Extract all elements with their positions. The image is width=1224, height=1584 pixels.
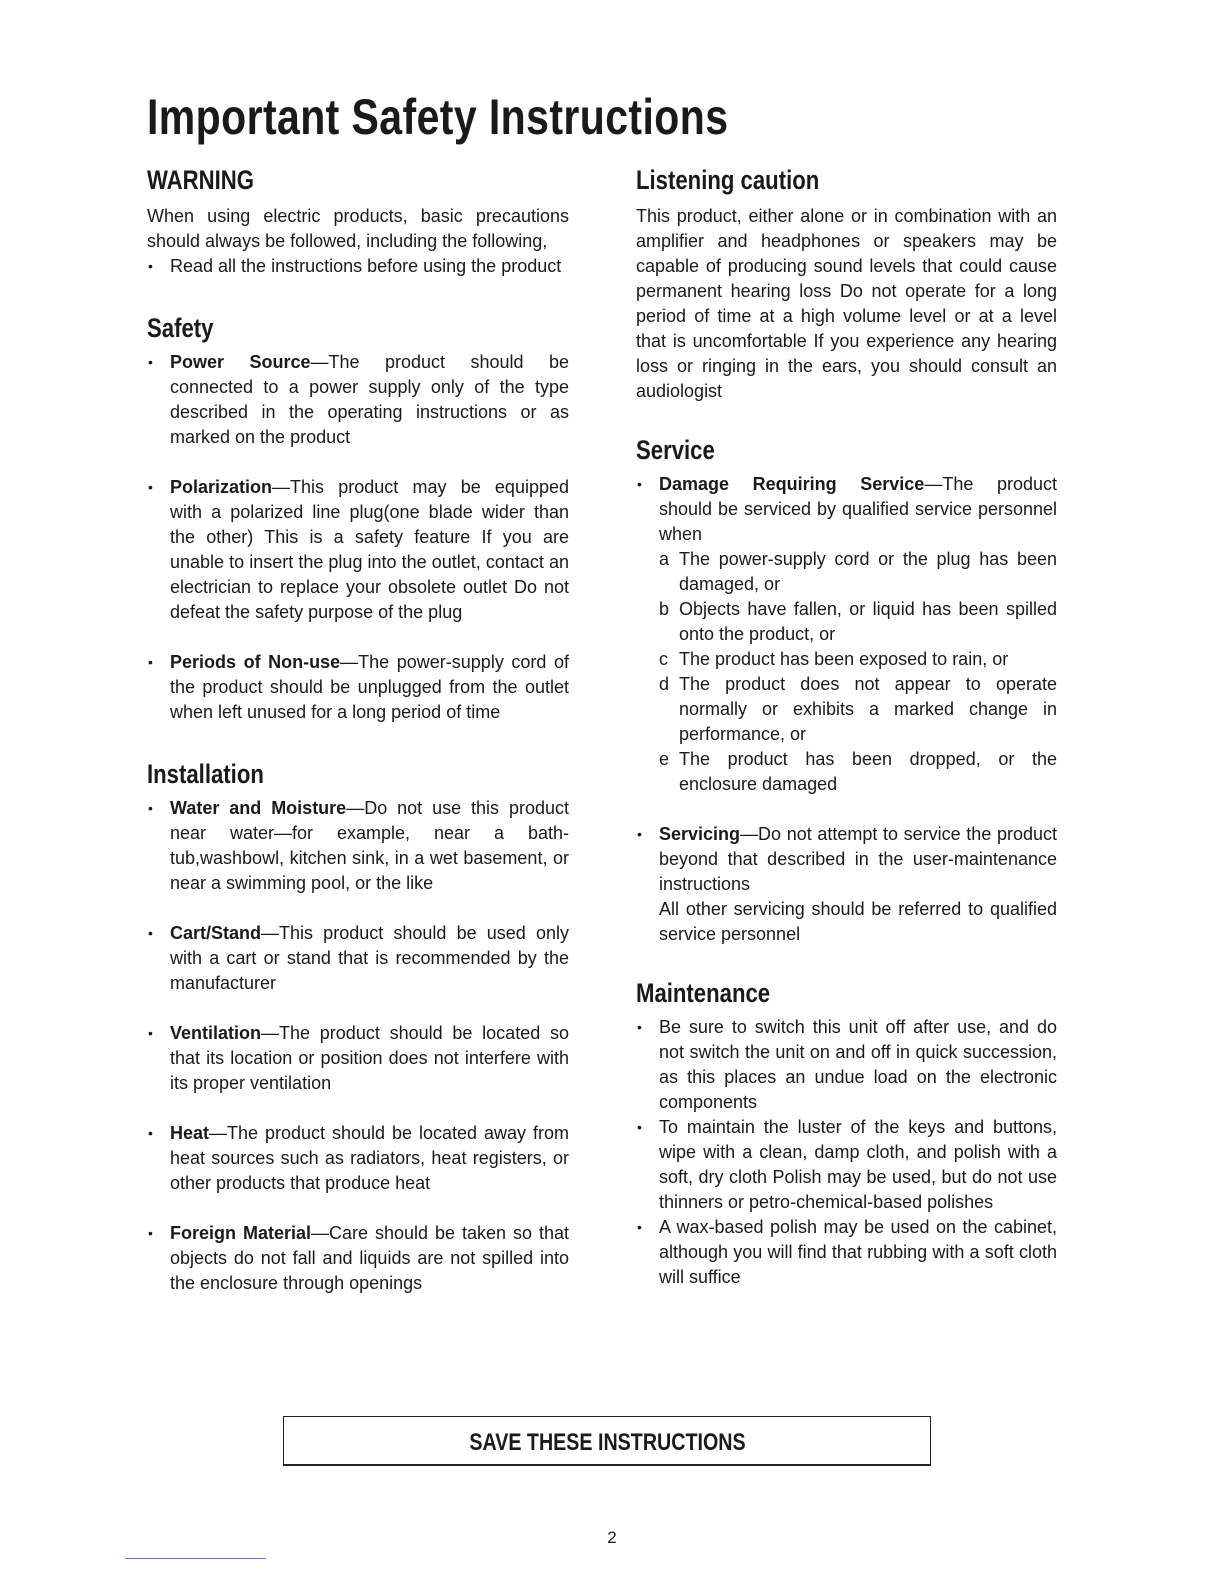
- item-text: —This product may be equipped with a polarized line plug(one blade wider than the other) This is a safety feature If you are unable to insert the plug into the outlet, contact an electrician to replace your obsolete outlet Do not defeat the safety purpose of the plug: [170, 477, 569, 622]
- servicing-extra: All other servicing should be referred to qualified service personnel: [659, 899, 1057, 944]
- subitem-letter: d: [659, 674, 670, 694]
- warning-bullet: • Read all the instructions before using the product: [147, 254, 569, 279]
- item-text: —The product should be located away from heat sources such as radiators, heat registers, or other products that produce heat: [170, 1123, 569, 1193]
- damage-sublist: [659, 547, 1057, 797]
- item-text: —Do not attempt to service the product beyond that described in the user-maintenance instructions: [659, 824, 1057, 894]
- page-title: Important Safety Instructions: [147, 89, 729, 145]
- safety-item-power-source: [147, 350, 569, 450]
- safety-heading: Safety: [147, 313, 214, 343]
- warning-list: [147, 254, 569, 279]
- installation-item-ventilation: [147, 1021, 569, 1096]
- damage-subitem: [659, 672, 1057, 747]
- installation-list: [147, 796, 569, 1296]
- service-list: [636, 472, 1057, 947]
- subitem-text: The product has been exposed to rain, or: [679, 649, 1009, 669]
- subitem-text: The product has been dropped, or the enclosure damaged: [679, 749, 1057, 794]
- item-term: Periods of Non-use: [170, 652, 341, 672]
- service-item-servicing: [636, 822, 1057, 947]
- item-term: Damage Requiring Service: [659, 474, 925, 494]
- save-instructions-box: [283, 1416, 931, 1466]
- save-instructions-text: SAVE THESE INSTRUCTIONS: [468, 1429, 746, 1456]
- subitem-text: Objects have fallen, or liquid has been spilled onto the product, or: [679, 599, 1057, 644]
- item-text: —This product should be used only with a cart or stand that is recommended by the manufacturer: [170, 923, 569, 993]
- safety-list: [147, 350, 569, 725]
- subitem-letter: a: [659, 549, 670, 569]
- item-term: Ventilation: [170, 1023, 262, 1043]
- item-text: —The power-supply cord of the product should be unplugged from the outlet when left unused for a long period of time: [170, 652, 569, 722]
- item-term: Servicing: [659, 824, 741, 844]
- left-column: [147, 160, 569, 1296]
- item-term: Polarization: [170, 477, 273, 497]
- item-term: Heat: [170, 1123, 210, 1143]
- item-text: —Care should be taken so that objects do not fall and liquids are not spilled into the enclosure through openings: [170, 1223, 569, 1293]
- installation-item-heat: [147, 1121, 569, 1196]
- item-text: —The product should be connected to a power supply only of the type described in the operating instructions or as marked on the product: [170, 352, 569, 447]
- damage-subitem: [659, 647, 1057, 672]
- subitem-letter: e: [659, 749, 670, 769]
- item-term: Cart/Stand: [170, 923, 262, 943]
- maintenance-heading: Maintenance: [636, 978, 771, 1008]
- subitem-letter: b: [659, 599, 670, 619]
- item-text: —The product should be serviced by qualified service personnel when: [659, 474, 1057, 544]
- damage-subitem: [659, 547, 1057, 597]
- damage-subitem: [659, 597, 1057, 647]
- right-column: [636, 160, 1057, 1290]
- page-number: 2: [607, 1528, 617, 1547]
- listening-caution-text: This product, either alone or in combination with an amplifier and headphones or speakers may be capable of producing sound levels that could cause permanent hearing loss Do not operate for a long period of time at a high volume level or at a level that is uncomfortable If you experience any hearing loss or ringing in the ears, you should consult an audiologist: [636, 206, 1057, 401]
- installation-item-foreign-material: [147, 1221, 569, 1296]
- item-term: Power Source: [170, 352, 311, 372]
- item-term: Foreign Material: [170, 1223, 311, 1243]
- installation-heading: Installation: [147, 759, 264, 789]
- warning-intro: When using electric products, basic precautions should always be followed, including the following,: [147, 206, 569, 251]
- damage-subitem: [659, 747, 1057, 797]
- subitem-text: The power-supply cord or the plug has been damaged, or: [679, 549, 1057, 594]
- service-item-damage: [636, 472, 1057, 797]
- subitem-letter: c: [659, 649, 668, 669]
- maintenance-item: • Be sure to switch this unit off after use, and do not switch the unit on and off in quick succession, as this places an undue load on the electronic components: [636, 1015, 1057, 1115]
- safety-item-periods-of-non-use: [147, 650, 569, 725]
- maintenance-list: [636, 1015, 1057, 1290]
- footnote-rule: [125, 1558, 266, 1559]
- installation-item-cart-stand: [147, 921, 569, 996]
- listening-caution-heading: Listening caution: [636, 165, 820, 195]
- item-text: —The product should be located so that its location or position does not interfere with its proper ventilation: [170, 1023, 569, 1093]
- maintenance-item: • A wax-based polish may be used on the cabinet, although you will find that rubbing with a soft cloth will suffice: [636, 1215, 1057, 1290]
- subitem-text: The product does not appear to operate normally or exhibits a marked change in performance, or: [679, 674, 1057, 744]
- item-text: —Do not use this product near water—for example, near a bath-tub,washbowl, kitchen sink, in a wet basement, or near a swimming pool, or the like: [170, 798, 569, 893]
- safety-item-polarization: [147, 475, 569, 625]
- service-heading: Service: [636, 435, 715, 465]
- maintenance-item: • To maintain the luster of the keys and buttons, wipe with a clean, damp cloth, and polish with a soft, dry cloth Polish may be used, but do not use thinners or petro-chemical-based polishes: [636, 1115, 1057, 1215]
- item-term: Water and Moisture: [170, 798, 347, 818]
- warning-heading: WARNING: [147, 165, 255, 195]
- save-instructions-label: [284, 1429, 930, 1457]
- installation-item-water: [147, 796, 569, 896]
